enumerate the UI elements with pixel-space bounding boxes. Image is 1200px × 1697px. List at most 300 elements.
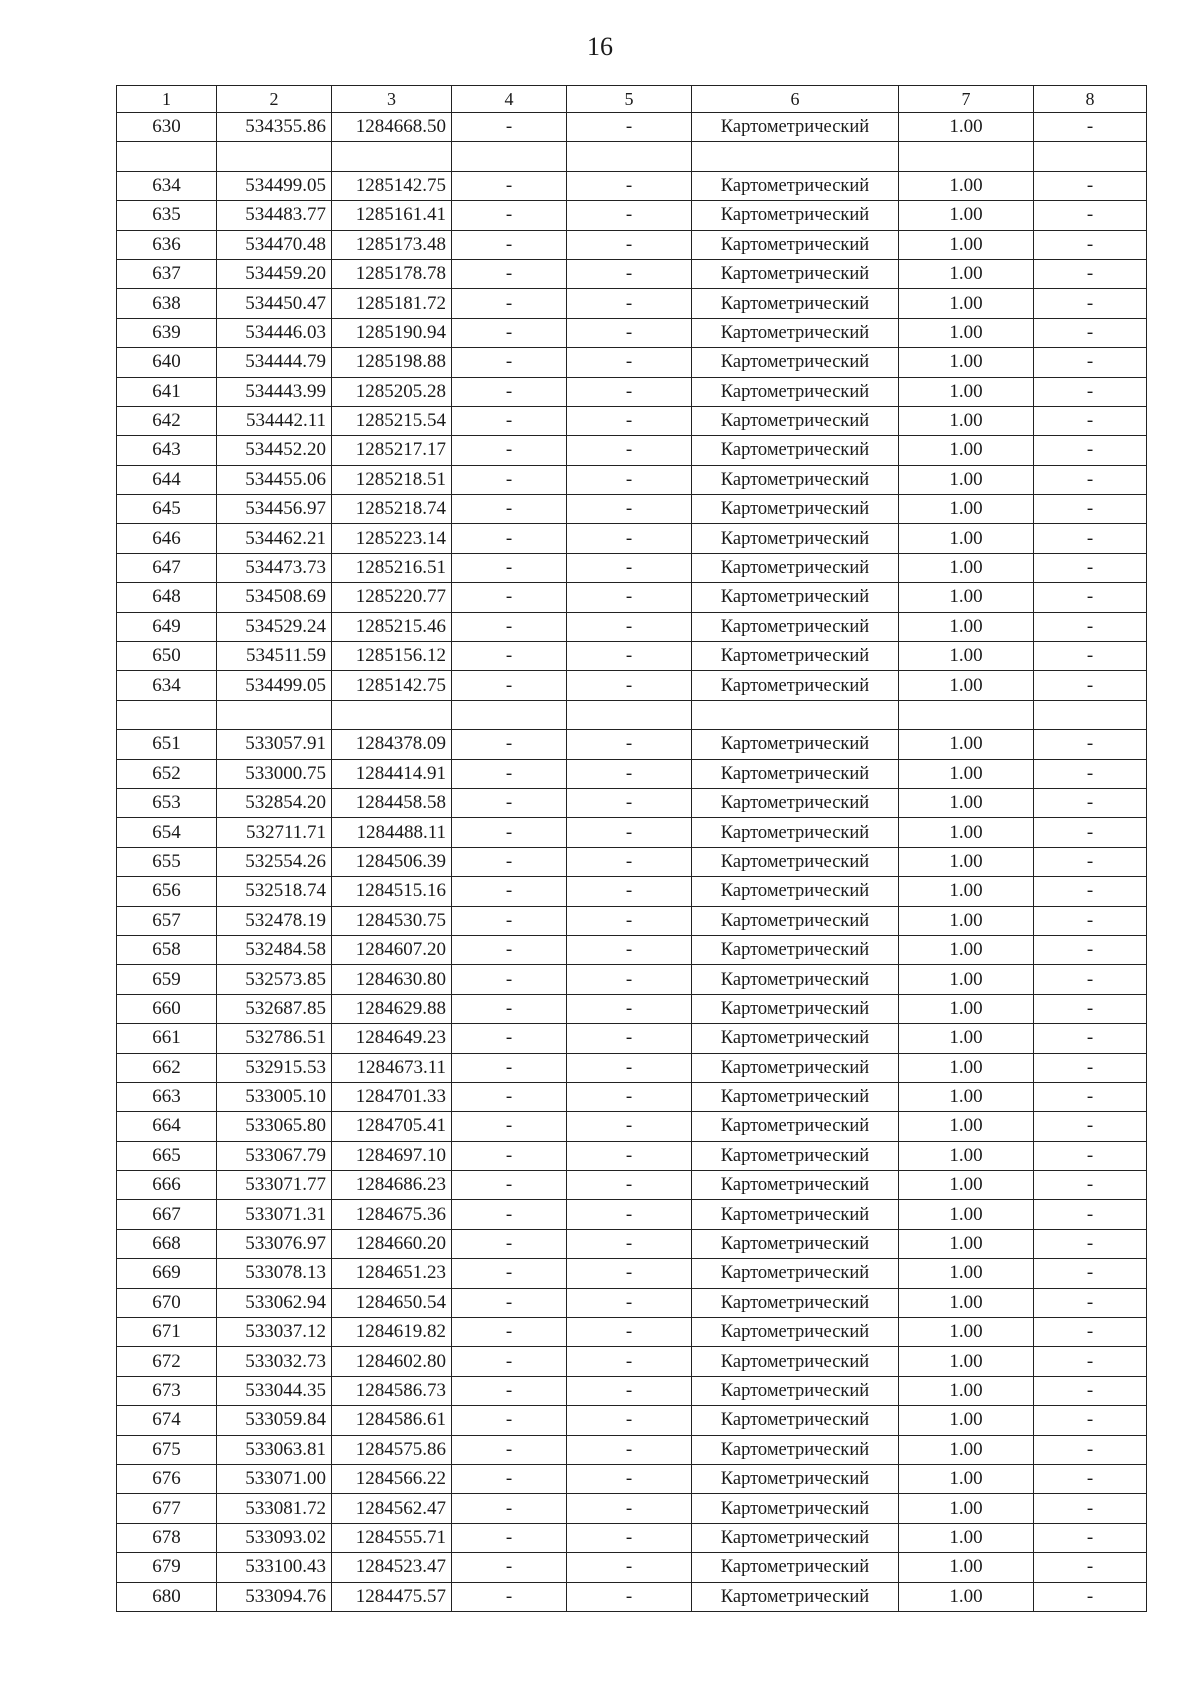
column-8-cell: -: [1034, 201, 1147, 230]
accuracy-cell: 1.00: [899, 1494, 1034, 1523]
column-5-cell: -: [567, 1112, 692, 1141]
accuracy-cell: 1.00: [899, 1200, 1034, 1229]
method-cell: Картометрический: [692, 818, 899, 847]
y-coordinate-cell: 1285215.46: [332, 612, 452, 641]
accuracy-cell: 1.00: [899, 259, 1034, 288]
accuracy-cell: 1.00: [899, 1582, 1034, 1611]
y-coordinate-cell: 1284673.11: [332, 1053, 452, 1082]
point-number-cell: 661: [117, 1024, 217, 1053]
x-coordinate-cell: 534511.59: [217, 642, 332, 671]
x-coordinate-cell: 533032.73: [217, 1347, 332, 1376]
column-4-cell: -: [452, 671, 567, 700]
table-row: [117, 1347, 1147, 1376]
accuracy-cell: 1.00: [899, 1141, 1034, 1170]
accuracy-cell: 1.00: [899, 1229, 1034, 1258]
column-8-cell: [1034, 700, 1147, 729]
point-number-cell: 676: [117, 1464, 217, 1493]
column-8-cell: -: [1034, 524, 1147, 553]
accuracy-cell: 1.00: [899, 1024, 1034, 1053]
column-8-cell: -: [1034, 113, 1147, 142]
table-row: [117, 965, 1147, 994]
x-coordinate-cell: 533078.13: [217, 1259, 332, 1288]
accuracy-cell: 1.00: [899, 1112, 1034, 1141]
column-5-cell: -: [567, 201, 692, 230]
column-8-cell: -: [1034, 965, 1147, 994]
point-number-cell: 639: [117, 318, 217, 347]
point-number-cell: 667: [117, 1200, 217, 1229]
column-4-cell: -: [452, 465, 567, 494]
column-5-cell: -: [567, 1376, 692, 1405]
column-5-cell: -: [567, 671, 692, 700]
method-cell: Картометрический: [692, 406, 899, 435]
column-8-cell: -: [1034, 1523, 1147, 1552]
accuracy-cell: 1.00: [899, 495, 1034, 524]
column-4-cell: -: [452, 583, 567, 612]
x-coordinate-cell: 533044.35: [217, 1376, 332, 1405]
accuracy-cell: 1.00: [899, 377, 1034, 406]
table-row: [117, 230, 1147, 259]
table-row: [117, 1435, 1147, 1464]
column-5-cell: -: [567, 1582, 692, 1611]
accuracy-cell: 1.00: [899, 965, 1034, 994]
x-coordinate-cell: [217, 142, 332, 171]
column-5-cell: -: [567, 406, 692, 435]
accuracy-cell: 1.00: [899, 671, 1034, 700]
x-coordinate-cell: 534450.47: [217, 289, 332, 318]
x-coordinate-cell: 534455.06: [217, 465, 332, 494]
column-5-cell: -: [567, 935, 692, 964]
x-coordinate-cell: 534459.20: [217, 259, 332, 288]
column-4-cell: -: [452, 935, 567, 964]
table-row: [117, 1406, 1147, 1435]
column-5-cell: -: [567, 1406, 692, 1435]
table-row: [117, 1523, 1147, 1552]
point-number-cell: 665: [117, 1141, 217, 1170]
table-row: [117, 877, 1147, 906]
table-row: [117, 142, 1147, 171]
point-number-cell: [117, 142, 217, 171]
column-5-cell: -: [567, 171, 692, 200]
y-coordinate-cell: [332, 142, 452, 171]
y-coordinate-cell: 1285173.48: [332, 230, 452, 259]
table-body: [117, 86, 1147, 1612]
y-coordinate-cell: 1285215.54: [332, 406, 452, 435]
accuracy-cell: 1.00: [899, 994, 1034, 1023]
point-number-cell: 648: [117, 583, 217, 612]
table-row: [117, 1582, 1147, 1611]
column-8-cell: -: [1034, 465, 1147, 494]
column-5-cell: -: [567, 553, 692, 582]
column-4-cell: -: [452, 877, 567, 906]
y-coordinate-cell: 1284523.47: [332, 1553, 452, 1582]
point-number-cell: 659: [117, 965, 217, 994]
y-coordinate-cell: 1284705.41: [332, 1112, 452, 1141]
x-coordinate-cell: 534442.11: [217, 406, 332, 435]
table-row: [117, 113, 1147, 142]
column-5-cell: -: [567, 906, 692, 935]
column-5-cell: -: [567, 289, 692, 318]
column-4-cell: -: [452, 259, 567, 288]
column-4-cell: -: [452, 1053, 567, 1082]
point-number-cell: 658: [117, 935, 217, 964]
column-5-cell: -: [567, 377, 692, 406]
x-coordinate-cell: 533071.77: [217, 1171, 332, 1200]
column-5-cell: -: [567, 348, 692, 377]
table-row: [117, 1082, 1147, 1111]
column-5-cell: -: [567, 465, 692, 494]
x-coordinate-cell: 533057.91: [217, 730, 332, 759]
column-8-cell: -: [1034, 553, 1147, 582]
column-4-cell: -: [452, 818, 567, 847]
column-4-cell: -: [452, 1347, 567, 1376]
method-cell: Картометрический: [692, 318, 899, 347]
column-4-cell: -: [452, 201, 567, 230]
method-cell: [692, 700, 899, 729]
method-cell: Картометрический: [692, 759, 899, 788]
accuracy-cell: 1.00: [899, 818, 1034, 847]
accuracy-cell: 1.00: [899, 289, 1034, 318]
column-8-cell: -: [1034, 818, 1147, 847]
column-8-cell: -: [1034, 1318, 1147, 1347]
column-4-cell: -: [452, 847, 567, 876]
x-coordinate-cell: 534470.48: [217, 230, 332, 259]
column-8-cell: -: [1034, 1464, 1147, 1493]
header-cell: 2: [217, 86, 332, 113]
x-coordinate-cell: 533000.75: [217, 759, 332, 788]
column-5-cell: -: [567, 1464, 692, 1493]
y-coordinate-cell: 1284488.11: [332, 818, 452, 847]
column-4-cell: -: [452, 1082, 567, 1111]
accuracy-cell: 1.00: [899, 877, 1034, 906]
y-coordinate-cell: 1284701.33: [332, 1082, 452, 1111]
y-coordinate-cell: 1284530.75: [332, 906, 452, 935]
point-number-cell: 668: [117, 1229, 217, 1258]
y-coordinate-cell: 1285142.75: [332, 671, 452, 700]
table-row: [117, 1553, 1147, 1582]
point-number-cell: 650: [117, 642, 217, 671]
method-cell: Картометрический: [692, 671, 899, 700]
x-coordinate-cell: 534508.69: [217, 583, 332, 612]
column-8-cell: -: [1034, 318, 1147, 347]
column-8-cell: -: [1034, 583, 1147, 612]
column-5-cell: -: [567, 1053, 692, 1082]
point-number-cell: 642: [117, 406, 217, 435]
table-row: [117, 642, 1147, 671]
column-4-cell: -: [452, 406, 567, 435]
method-cell: Картометрический: [692, 1082, 899, 1111]
column-8-cell: -: [1034, 642, 1147, 671]
x-coordinate-cell: 533081.72: [217, 1494, 332, 1523]
method-cell: Картометрический: [692, 1494, 899, 1523]
column-8-cell: -: [1034, 1053, 1147, 1082]
method-cell: Картометрический: [692, 847, 899, 876]
table-row: [117, 436, 1147, 465]
column-8-cell: -: [1034, 1288, 1147, 1317]
method-cell: Картометрический: [692, 1464, 899, 1493]
coordinates-table: [116, 85, 1147, 1612]
x-coordinate-cell: 534446.03: [217, 318, 332, 347]
column-8-cell: -: [1034, 1082, 1147, 1111]
accuracy-cell: 1.00: [899, 1347, 1034, 1376]
y-coordinate-cell: 1284629.88: [332, 994, 452, 1023]
column-8-cell: -: [1034, 495, 1147, 524]
column-8-cell: -: [1034, 348, 1147, 377]
column-4-cell: -: [452, 436, 567, 465]
column-8-cell: -: [1034, 436, 1147, 465]
table-row: [117, 583, 1147, 612]
column-4-cell: -: [452, 1435, 567, 1464]
table-row: [117, 1494, 1147, 1523]
x-coordinate-cell: 534483.77: [217, 201, 332, 230]
y-coordinate-cell: [332, 700, 452, 729]
table-row: [117, 935, 1147, 964]
column-8-cell: -: [1034, 847, 1147, 876]
method-cell: Картометрический: [692, 259, 899, 288]
y-coordinate-cell: 1284650.54: [332, 1288, 452, 1317]
column-4-cell: [452, 142, 567, 171]
method-cell: Картометрический: [692, 230, 899, 259]
column-8-cell: -: [1034, 1229, 1147, 1258]
column-4-cell: -: [452, 1318, 567, 1347]
method-cell: Картометрический: [692, 642, 899, 671]
column-4-cell: -: [452, 1376, 567, 1405]
x-coordinate-cell: 534473.73: [217, 553, 332, 582]
column-8-cell: -: [1034, 1553, 1147, 1582]
column-8-cell: -: [1034, 1582, 1147, 1611]
column-8-cell: [1034, 142, 1147, 171]
point-number-cell: 645: [117, 495, 217, 524]
point-number-cell: 644: [117, 465, 217, 494]
column-4-cell: -: [452, 1024, 567, 1053]
accuracy-cell: 1.00: [899, 1259, 1034, 1288]
point-number-cell: 680: [117, 1582, 217, 1611]
column-4-cell: -: [452, 495, 567, 524]
table-row: [117, 612, 1147, 641]
column-5-cell: -: [567, 230, 692, 259]
column-5-cell: -: [567, 318, 692, 347]
y-coordinate-cell: 1285198.88: [332, 348, 452, 377]
point-number-cell: 638: [117, 289, 217, 318]
table-row: [117, 730, 1147, 759]
point-number-cell: 660: [117, 994, 217, 1023]
y-coordinate-cell: 1284515.16: [332, 877, 452, 906]
column-5-cell: -: [567, 1435, 692, 1464]
x-coordinate-cell: 532711.71: [217, 818, 332, 847]
column-8-cell: -: [1034, 1259, 1147, 1288]
column-4-cell: -: [452, 318, 567, 347]
x-coordinate-cell: 532554.26: [217, 847, 332, 876]
column-4-cell: -: [452, 642, 567, 671]
table-row: [117, 1112, 1147, 1141]
y-coordinate-cell: 1284607.20: [332, 935, 452, 964]
method-cell: Картометрический: [692, 1553, 899, 1582]
method-cell: Картометрический: [692, 289, 899, 318]
point-number-cell: 647: [117, 553, 217, 582]
table-row: [117, 465, 1147, 494]
method-cell: Картометрический: [692, 730, 899, 759]
point-number-cell: 634: [117, 671, 217, 700]
column-8-cell: -: [1034, 1347, 1147, 1376]
table-row: [117, 1053, 1147, 1082]
y-coordinate-cell: 1285217.17: [332, 436, 452, 465]
column-5-cell: -: [567, 818, 692, 847]
table-row: [117, 847, 1147, 876]
column-4-cell: -: [452, 612, 567, 641]
x-coordinate-cell: 532518.74: [217, 877, 332, 906]
column-8-cell: -: [1034, 877, 1147, 906]
column-8-cell: -: [1034, 1024, 1147, 1053]
header-cell: 8: [1034, 86, 1147, 113]
table-row: [117, 818, 1147, 847]
column-5-cell: -: [567, 759, 692, 788]
table-row: [117, 524, 1147, 553]
accuracy-cell: 1.00: [899, 1435, 1034, 1464]
x-coordinate-cell: 533076.97: [217, 1229, 332, 1258]
column-8-cell: -: [1034, 612, 1147, 641]
table-row: [117, 348, 1147, 377]
point-number-cell: 677: [117, 1494, 217, 1523]
y-coordinate-cell: 1284586.61: [332, 1406, 452, 1435]
table-row: [117, 1200, 1147, 1229]
method-cell: Картометрический: [692, 1435, 899, 1464]
point-number-cell: 635: [117, 201, 217, 230]
y-coordinate-cell: 1284686.23: [332, 1171, 452, 1200]
accuracy-cell: [899, 700, 1034, 729]
column-8-cell: -: [1034, 788, 1147, 817]
x-coordinate-cell: 534452.20: [217, 436, 332, 465]
accuracy-cell: 1.00: [899, 759, 1034, 788]
table-row: [117, 1024, 1147, 1053]
method-cell: Картометрический: [692, 1347, 899, 1376]
x-coordinate-cell: 533005.10: [217, 1082, 332, 1111]
point-number-cell: 637: [117, 259, 217, 288]
y-coordinate-cell: 1284458.58: [332, 788, 452, 817]
accuracy-cell: 1.00: [899, 1318, 1034, 1347]
table-row: [117, 201, 1147, 230]
point-number-cell: 652: [117, 759, 217, 788]
column-8-cell: -: [1034, 906, 1147, 935]
method-cell: Картометрический: [692, 612, 899, 641]
column-5-cell: -: [567, 877, 692, 906]
point-number-cell: 640: [117, 348, 217, 377]
accuracy-cell: 1.00: [899, 788, 1034, 817]
method-cell: Картометрический: [692, 1112, 899, 1141]
header-cell: 6: [692, 86, 899, 113]
x-coordinate-cell: 533062.94: [217, 1288, 332, 1317]
column-5-cell: -: [567, 612, 692, 641]
y-coordinate-cell: 1285216.51: [332, 553, 452, 582]
column-8-cell: -: [1034, 994, 1147, 1023]
column-4-cell: [452, 700, 567, 729]
accuracy-cell: 1.00: [899, 524, 1034, 553]
method-cell: Картометрический: [692, 1229, 899, 1258]
column-5-cell: -: [567, 1141, 692, 1170]
table-row: [117, 788, 1147, 817]
column-4-cell: -: [452, 759, 567, 788]
accuracy-cell: 1.00: [899, 1464, 1034, 1493]
x-coordinate-cell: 533071.31: [217, 1200, 332, 1229]
point-number-cell: 664: [117, 1112, 217, 1141]
column-5-cell: -: [567, 847, 692, 876]
accuracy-cell: 1.00: [899, 171, 1034, 200]
method-cell: Картометрический: [692, 583, 899, 612]
point-number-cell: 649: [117, 612, 217, 641]
column-5-cell: -: [567, 994, 692, 1023]
point-number-cell: 653: [117, 788, 217, 817]
method-cell: Картометрический: [692, 348, 899, 377]
x-coordinate-cell: 534499.05: [217, 671, 332, 700]
accuracy-cell: 1.00: [899, 230, 1034, 259]
method-cell: Картометрический: [692, 1259, 899, 1288]
header-cell: 4: [452, 86, 567, 113]
method-cell: Картометрический: [692, 1141, 899, 1170]
column-4-cell: -: [452, 1229, 567, 1258]
point-number-cell: 672: [117, 1347, 217, 1376]
table-row: [117, 994, 1147, 1023]
column-5-cell: -: [567, 436, 692, 465]
column-4-cell: -: [452, 1112, 567, 1141]
column-5-cell: -: [567, 1318, 692, 1347]
x-coordinate-cell: 534499.05: [217, 171, 332, 200]
column-4-cell: -: [452, 906, 567, 935]
table-row: [117, 671, 1147, 700]
page-number: 16: [587, 32, 613, 61]
method-cell: Картометрический: [692, 1288, 899, 1317]
x-coordinate-cell: 532854.20: [217, 788, 332, 817]
method-cell: Картометрический: [692, 1582, 899, 1611]
y-coordinate-cell: 1284675.36: [332, 1200, 452, 1229]
x-coordinate-cell: [217, 700, 332, 729]
column-5-cell: -: [567, 495, 692, 524]
column-5-cell: -: [567, 1171, 692, 1200]
table-row: [117, 1288, 1147, 1317]
column-4-cell: -: [452, 230, 567, 259]
accuracy-cell: 1.00: [899, 1376, 1034, 1405]
accuracy-cell: 1.00: [899, 406, 1034, 435]
accuracy-cell: 1.00: [899, 847, 1034, 876]
method-cell: Картометрический: [692, 1523, 899, 1552]
y-coordinate-cell: 1284630.80: [332, 965, 452, 994]
table-row: [117, 759, 1147, 788]
y-coordinate-cell: 1284619.82: [332, 1318, 452, 1347]
column-5-cell: -: [567, 1082, 692, 1111]
point-number-cell: 634: [117, 171, 217, 200]
accuracy-cell: [899, 142, 1034, 171]
column-4-cell: -: [452, 1406, 567, 1435]
table-row: [117, 1464, 1147, 1493]
accuracy-cell: 1.00: [899, 1082, 1034, 1111]
column-8-cell: -: [1034, 1406, 1147, 1435]
x-coordinate-cell: 534462.21: [217, 524, 332, 553]
table-row: [117, 906, 1147, 935]
x-coordinate-cell: 534443.99: [217, 377, 332, 406]
header-cell: 7: [899, 86, 1034, 113]
column-8-cell: -: [1034, 1376, 1147, 1405]
y-coordinate-cell: 1285223.14: [332, 524, 452, 553]
column-4-cell: -: [452, 1171, 567, 1200]
point-number-cell: 663: [117, 1082, 217, 1111]
table-row: [117, 1141, 1147, 1170]
column-8-cell: -: [1034, 406, 1147, 435]
column-5-cell: -: [567, 1024, 692, 1053]
y-coordinate-cell: 1284586.73: [332, 1376, 452, 1405]
column-4-cell: -: [452, 1259, 567, 1288]
point-number-cell: 675: [117, 1435, 217, 1464]
x-coordinate-cell: 533093.02: [217, 1523, 332, 1552]
point-number-cell: 670: [117, 1288, 217, 1317]
x-coordinate-cell: 533067.79: [217, 1141, 332, 1170]
y-coordinate-cell: 1285156.12: [332, 642, 452, 671]
